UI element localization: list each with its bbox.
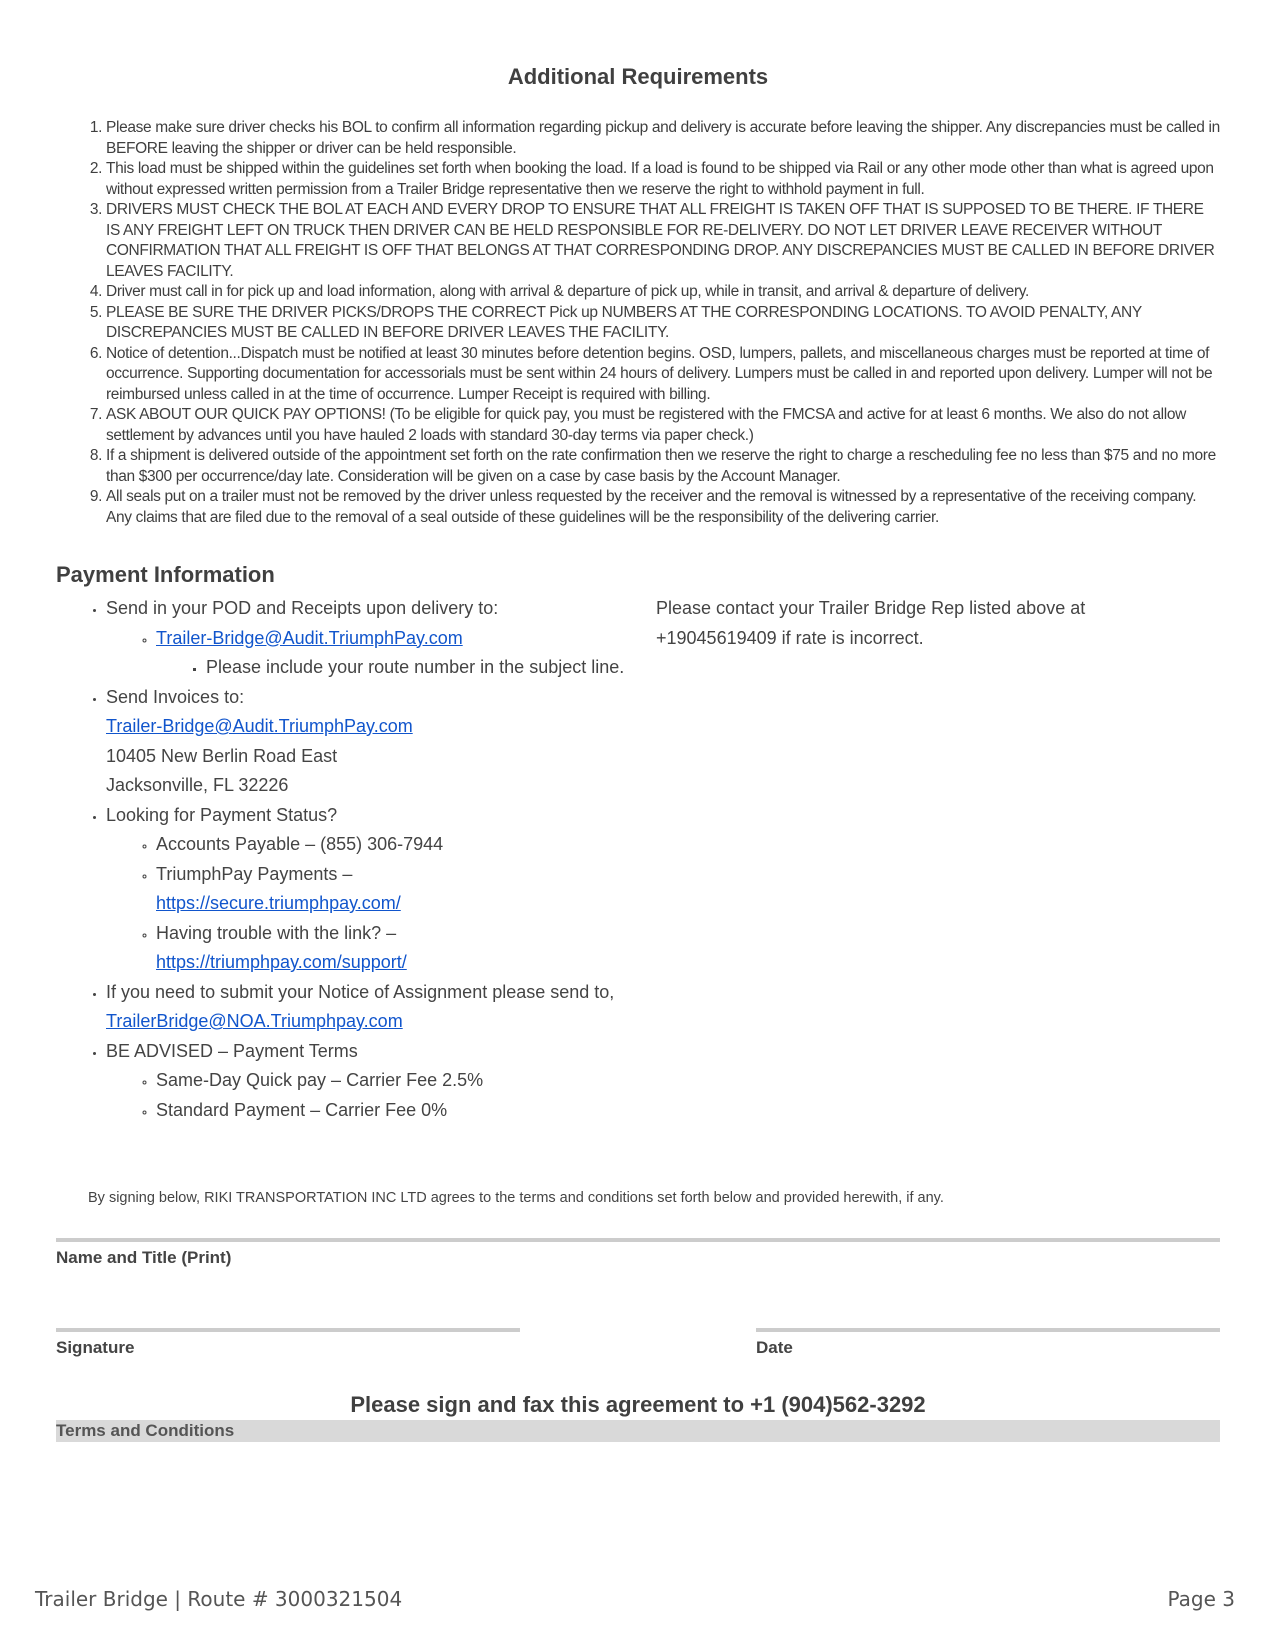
name-title-label: Name and Title (Print) [56, 1248, 232, 1267]
pod-email-item [156, 624, 636, 683]
accounts-payable-item: ◦ Accounts Payable – (855) 306-7944 [156, 830, 636, 860]
triumphpay-label: TriumphPay Payments – [156, 863, 353, 884]
requirement-item: 6. Notice of detention...Dispatch must be notified at least 30 minutes before detention begins. OSD, lumpers, pallets, and miscellaneous charges must be reported at time of occurrence. Supporting documentation for accessorials must be sent within 24 hours of delivery. Lumpers must be called in and reported upon delivery. Lumper will not be reimbursed unless called in at the time of occurrence. Lumper Receipt is required with billing. [106, 344, 1220, 406]
triumphpay-item [156, 860, 636, 919]
noa-item [106, 978, 636, 1037]
fax-instruction: Please sign and fax this agreement to +1 (904)562-3292 [350, 1392, 926, 1417]
invoices-item [106, 683, 636, 801]
footer-route: Trailer Bridge | Route # 3000321504 [35, 1587, 403, 1611]
additional-requirements-title: Additional Requirements [507, 64, 769, 89]
name-title-line[interactable] [56, 1238, 1220, 1242]
requirement-item: 9. All seals put on a trailer must not be removed by the driver unless requested by the receiver and the removal is witnessed by a representative of the receiving company. Any claims that are filed due to the removal of a seal outside of these guidelines will be the responsibility of the delivering carrier. [106, 487, 1220, 528]
footer-page-number: Page 3 [1167, 1587, 1235, 1611]
agreement-statement: By signing below, RIKI TRANSPORTATION INC LTD agrees to the terms and conditions set forth below and provided herewith, if any. [88, 1190, 944, 1206]
document-page [56, 0, 1220, 1650]
date-label: Date [756, 1338, 793, 1357]
pod-note: ▪ Please include your route number in the subject line. [206, 653, 636, 683]
pod-item [106, 594, 636, 683]
payment-terms-item [106, 1037, 636, 1126]
trouble-label: Having trouble with the link? – [156, 922, 397, 943]
requirement-item: 7. ASK ABOUT OUR QUICK PAY OPTIONS! (To be eligible for quick pay, you must be registered with the FMCSA and active for at least 6 months. We also do not allow settlement by advances until you have hauled 2 loads with standard 30-day terms via paper check.) [106, 405, 1220, 446]
trouble-item [156, 919, 636, 978]
rate-contact-note: Please contact your Trailer Bridge Rep listed above at +19045619409 if rate is incorrect. [656, 598, 1086, 648]
terms-conditions-header: Terms and Conditions [56, 1420, 1220, 1442]
date-line[interactable] [756, 1328, 1220, 1332]
address-line-2: Jacksonville, FL 32226 [106, 775, 289, 795]
support-link[interactable]: https://triumphpay.com/support/ [156, 952, 407, 972]
pod-email-link[interactable]: Trailer-Bridge@Audit.TriumphPay.com [156, 627, 463, 648]
payment-instructions [56, 594, 636, 1125]
requirements-list [56, 118, 1220, 528]
payment-information-title: Payment Information [56, 562, 275, 587]
payment-status-item [106, 801, 636, 978]
standard-pay-term: ◦ Standard Payment – Carrier Fee 0% [156, 1096, 636, 1126]
quick-pay-term: ◦ Same-Day Quick pay – Carrier Fee 2.5% [156, 1066, 636, 1096]
address-line-1: 10405 New Berlin Road East [106, 745, 338, 766]
requirement-item: 1. Please make sure driver checks his BOL to confirm all information regarding pickup and delivery is accurate before leaving the shipper. Any discrepancies must be called in BEFORE leaving the shipper or driver can be held responsible. [106, 118, 1220, 159]
triumphpay-link[interactable]: https://secure.triumphpay.com/ [156, 893, 401, 913]
payment-status-label: Looking for Payment Status? [106, 804, 338, 825]
requirement-item: 5. PLEASE BE SURE THE DRIVER PICKS/DROPS THE CORRECT Pick up NUMBERS AT THE CORRESPONDING LOCATIONS. TO AVOID PENALTY, ANY DISCREPANCIES MUST BE CALLED IN BEFORE DRIVER LEAVES THE FACILITY. [106, 303, 1220, 344]
requirement-item: 2. This load must be shipped within the guidelines set forth when booking the load. If a load is found to be shipped via Rail or any other mode other than what is agreed upon without expressed written permission from a Trailer Bridge representative then we reserve the right to withhold payment in full. [106, 159, 1220, 200]
payment-terms-label: BE ADVISED – Payment Terms [106, 1040, 358, 1061]
invoices-label: Send Invoices to: [106, 686, 245, 707]
requirement-item: 3. DRIVERS MUST CHECK THE BOL AT EACH AND EVERY DROP TO ENSURE THAT ALL FREIGHT IS TAKEN OFF THAT IS SUPPOSED TO BE THERE. IF THERE IS ANY FREIGHT LEFT ON TRUCK THEN DRIVER CAN BE HELD RESPONSIBLE FOR RE-DELIVERY. DO NOT LET DRIVER LEAVE RECEIVER WITHOUT CONFIRMATION THAT ALL FREIGHT IS OFF THAT BELONGS AT THAT CORRESPONDING DROP. ANY DISCREPANCIES MUST BE CALLED IN BEFORE DRIVER LEAVES FACILITY. [106, 200, 1220, 282]
noa-label: If you need to submit your Notice of Assignment please send to, [106, 981, 615, 1002]
pod-label: Send in your POD and Receipts upon delivery to: [106, 598, 499, 618]
signature-label: Signature [56, 1338, 135, 1357]
requirement-item: 4. Driver must call in for pick up and load information, along with arrival & departure of pick up, while in transit, and arrival & departure of delivery. [106, 282, 1220, 303]
signature-line[interactable] [56, 1328, 520, 1332]
noa-email-link[interactable]: TrailerBridge@NOA.Triumphpay.com [106, 1011, 403, 1031]
invoices-email-link[interactable]: Trailer-Bridge@Audit.TriumphPay.com [106, 716, 413, 736]
requirement-item: 8. If a shipment is delivered outside of the appointment set forth on the rate confirmation then we reserve the right to charge a rescheduling fee no less than $75 and no more than $300 per occurrence/day late. Consideration will be given on a case by case basis by the Account Manager. [106, 446, 1220, 487]
